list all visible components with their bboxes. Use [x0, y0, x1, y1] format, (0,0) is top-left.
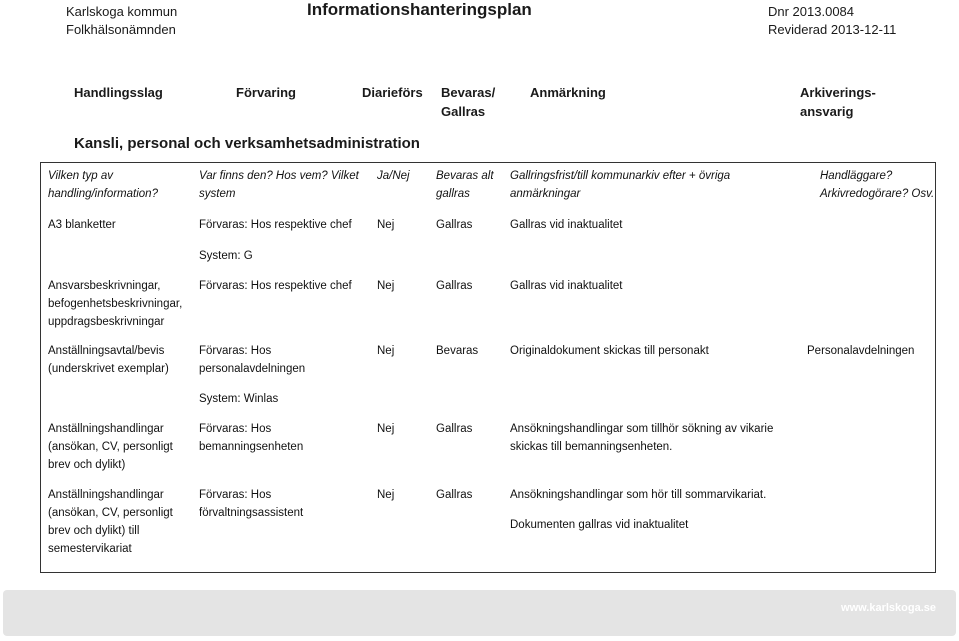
guide-storage-line2: system [199, 188, 236, 200]
row1-note: Gallras vid inaktualitet [510, 219, 623, 231]
guide-diarie: Ja/Nej [377, 170, 410, 182]
row4-type-line1: Anställningshandlingar [48, 423, 164, 435]
row3-storage [199, 342, 305, 378]
guide-retention-line2: gallras [436, 188, 470, 200]
row4-storage-line1: Förvaras: Hos [199, 423, 272, 435]
guide-storage [199, 167, 359, 203]
column-header-retention [441, 83, 495, 121]
row3-type-line2: (underskrivet exemplar) [48, 363, 169, 375]
guide-responsible-line1: Handläggare? [820, 170, 893, 182]
row2-storage: Förvaras: Hos respektive chef [199, 280, 352, 292]
section-title: Kansli, personal och verksamhetsadministration [74, 135, 420, 152]
row3-retention: Bevaras [436, 345, 479, 357]
guide-note-line2: anmärkningar [510, 188, 581, 200]
guide-type [48, 167, 158, 203]
row2-retention: Gallras [436, 280, 473, 292]
row2-type-line3: uppdragsbeskrivningar [48, 316, 165, 328]
row4-note-line2: skickas till bemanningsenheten. [510, 441, 673, 453]
column-header-diarie: Diarieförs [362, 85, 423, 100]
row3-storage-line1: Förvaras: Hos [199, 345, 272, 357]
row4-storage-line2: bemanningsenheten [199, 441, 304, 453]
column-header-responsible [800, 83, 876, 121]
column-header-responsible-line1: Arkiverings- [800, 85, 876, 100]
row2-type-line1: Ansvarsbeskrivningar, [48, 280, 161, 292]
guide-retention [436, 167, 494, 203]
row4-retention: Gallras [436, 423, 473, 435]
municipality-name: Karlskoga kommun [66, 4, 178, 19]
row5-storage-line1: Förvaras: Hos [199, 489, 272, 501]
column-header-type: Handlingsslag [74, 85, 163, 100]
row2-type [48, 277, 182, 331]
row1-diarie: Nej [377, 219, 395, 231]
row1-storage: Förvaras: Hos respektive chef [199, 219, 352, 231]
row5-type-line3: brev och dylikt) till [48, 525, 140, 537]
row4-storage [199, 420, 303, 456]
column-header-storage: Förvaring [236, 85, 296, 100]
org-header [66, 3, 177, 39]
row2-note: Gallras vid inaktualitet [510, 280, 623, 292]
row5-diarie: Nej [377, 489, 395, 501]
guide-retention-line1: Bevaras alt [436, 170, 494, 182]
guide-type-line2: handling/information? [48, 188, 158, 200]
row4-type [48, 420, 173, 474]
document-title: Informationshanteringsplan [307, 0, 532, 19]
row3-responsible: Personalavdelningen [807, 345, 915, 357]
row4-diarie: Nej [377, 423, 395, 435]
guide-type-line1: Vilken typ av [48, 170, 113, 182]
row4-type-line3: brev och dylikt) [48, 459, 126, 471]
guide-storage-line1: Var finns den? Hos vem? Vilket [199, 170, 359, 182]
website-link[interactable]: www.karlskoga.se [841, 602, 936, 614]
row3-type [48, 342, 169, 378]
row2-diarie: Nej [377, 280, 395, 292]
row3-diarie: Nej [377, 345, 395, 357]
row3-type-line1: Anställningsavtal/bevis [48, 345, 165, 357]
row1-retention: Gallras [436, 219, 473, 231]
row3-system: System: Winlas [199, 393, 279, 405]
row5-type-line2: (ansökan, CV, personligt [48, 507, 173, 519]
committee-name: Folkhälsonämnden [66, 22, 176, 37]
row3-note: Originaldokument skickas till personakt [510, 345, 709, 357]
retention-table [40, 162, 936, 573]
row4-note [510, 420, 773, 456]
diary-number: Dnr 2013.0084 [768, 4, 855, 19]
row5-note-line1: Ansökningshandlingar som hör till sommarvikariat. [510, 489, 767, 501]
footer-bar [3, 590, 956, 636]
guide-responsible [820, 167, 934, 203]
row5-type-line4: semestervikariat [48, 543, 132, 555]
column-header-note: Anmärkning [530, 85, 606, 100]
row5-storage-line2: förvaltningsassistent [199, 507, 304, 519]
guide-note-line1: Gallringsfrist/till kommunarkiv efter + övriga [510, 170, 731, 182]
column-header-retention-line2: Gallras [441, 104, 486, 119]
guide-note [510, 167, 730, 203]
row4-note-line1: Ansökningshandlingar som tillhör sökning av vikarie [510, 423, 774, 435]
row5-storage [199, 486, 303, 522]
column-header-retention-line1: Bevaras/ [441, 85, 496, 100]
row1-system: System: G [199, 250, 253, 262]
row4-type-line2: (ansökan, CV, personligt [48, 441, 173, 453]
revision-date: Reviderad 2013-12-11 [768, 22, 897, 37]
document-reference [768, 3, 896, 39]
row1-type: A3 blanketter [48, 219, 116, 231]
row5-type-line1: Anställningshandlingar [48, 489, 164, 501]
row5-note-line2: Dokumenten gallras vid inaktualitet [510, 519, 689, 531]
row5-type [48, 486, 173, 558]
guide-responsible-line2: Arkivredogörare? Osv. [820, 188, 935, 200]
row2-type-line2: befogenhetsbeskrivningar, [48, 298, 183, 310]
column-header-responsible-line2: ansvarig [800, 104, 854, 119]
row3-storage-line2: personalavdelningen [199, 363, 306, 375]
row5-retention: Gallras [436, 489, 473, 501]
